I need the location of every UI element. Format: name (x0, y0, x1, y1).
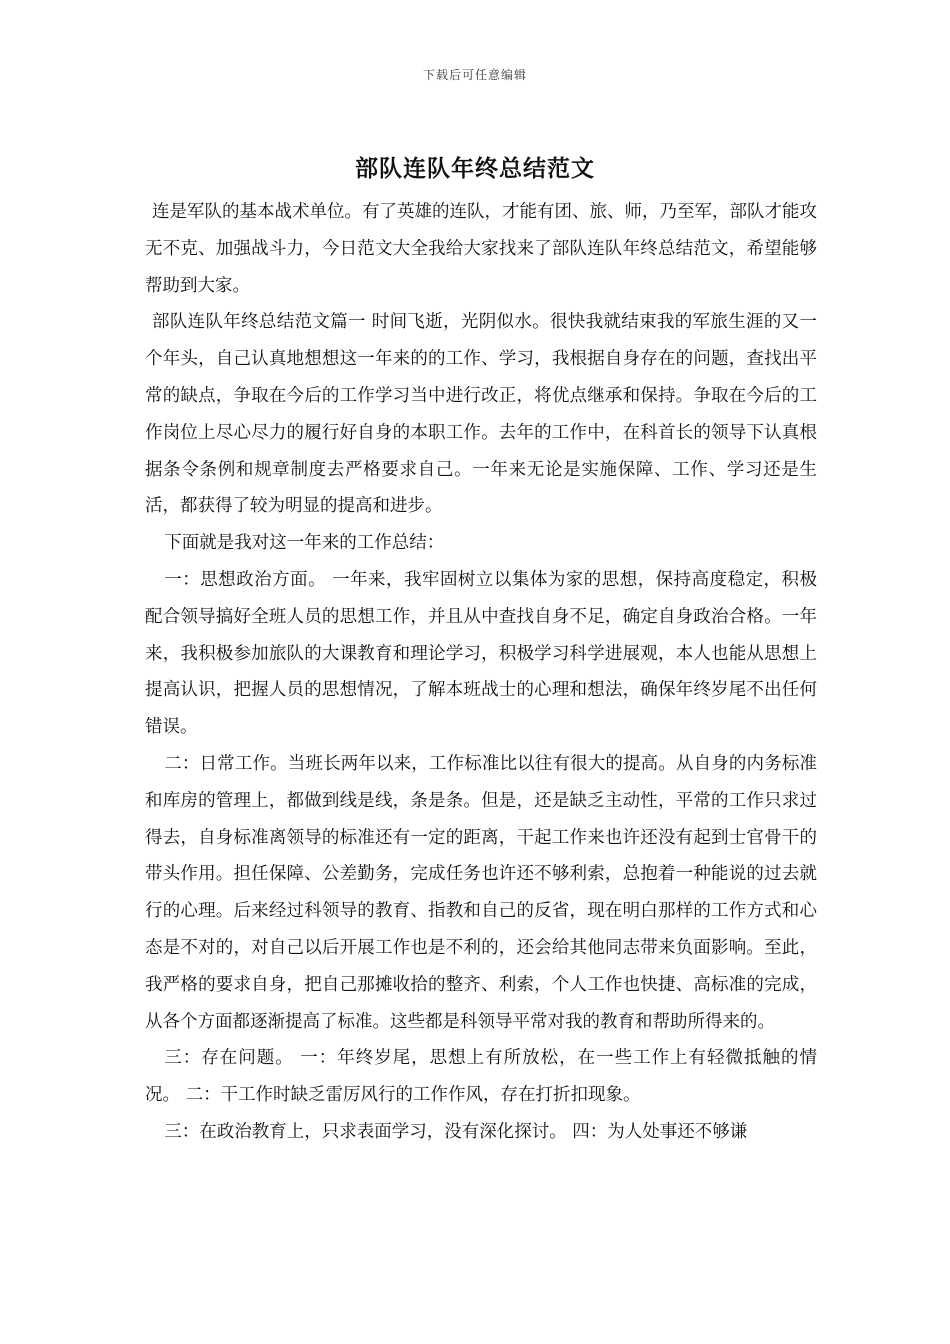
paragraph-daily-work: 二：日常工作。当班长两年以来，工作标准比以往有很大的提高。从自身的内务标准和库房的管理上，都做到线是线，条是条。但是，还是缺乏主动性，平常的工作只求过得去，自身标准离领导的标准还有一定的距离，干起工作来也许还没有起到士官骨干的带头作用。担任保障、公差勤务，完成任务也许还不够利索，总抱着一种能说的过去就行的心理。后来经过科领导的教育、指教和自己的反省，现在明白那样的工作方式和心态是不对的，对自己以后开展工作也是不利的，还会给其他同志带来负面影响。至此，我严格的要求自身，把自己那摊收拾的整齐、利索，个人工作也快捷、高标准的完成，从各个方面都逐渐提高了标准。这些都是科领导平常对我的教育和帮助所得来的。 (145, 753, 817, 1032)
page-header-note: 下载后可任意编辑 (422, 68, 527, 82)
document-title: 部队连队年终总结范文 (355, 155, 595, 182)
paragraph-summary-lead: 下面就是我对这一年来的工作总结： (164, 533, 445, 554)
paragraph-political-thought: 一：思想政治方面。 一年来，我牢固树立以集体为家的思想，保持高度稳定，积极配合领导搞好全班人员的思想工作，并且从中查找自身不足，确定自身政治合格。一年来，我积极参加旅队的大课教育和理论学习，积极学习科学进展观，本人也能从思想上提高认识，把握人员的思想情况，了解本班战士的心理和想法，确保年终岁尾不出任何错误。 (145, 569, 817, 738)
paragraph-problems-continued: 三：在政治教育上，只求表面学习，没有深化探讨。 四：为人处事还不够谦 (164, 1121, 748, 1142)
paragraph-existing-problems: 三：存在问题。 一：年终岁尾，思想上有所放松，在一些工作上有轻微抵触的情况。 二：干工作时缺乏雷厉风行的工作作风，存在打折扣现象。 (145, 1048, 817, 1106)
paragraph-article-one: 部队连队年终总结范文篇一 时间飞逝，光阴似水。很快我就结束我的军旅生涯的又一个年头，自己认真地想想这一年来的的工作、学习，我根据自身存在的问题，查找出平常的缺点，争取在今后的工作学习当中进行改正，将优点继承和保持。争取在今后的工作岗位上尽心尽力的履行好自身的本职工作。去年的工作中，在科首长的领导下认真根据条令条例和规章制度去严格要求自己。一年来无论是实施保障、工作、学习还是生活，都获得了较为明显的提高和进步。 (145, 312, 817, 517)
paragraph-intro: 连是军队的基本战术单位。有了英雄的连队，才能有团、旅、师，乃至军，部队才能攻无不克、加强战斗力，今日范文大全我给大家找来了部队连队年终总结范文，希望能够帮助到大家。 (145, 202, 817, 296)
document-body (145, 194, 817, 1151)
